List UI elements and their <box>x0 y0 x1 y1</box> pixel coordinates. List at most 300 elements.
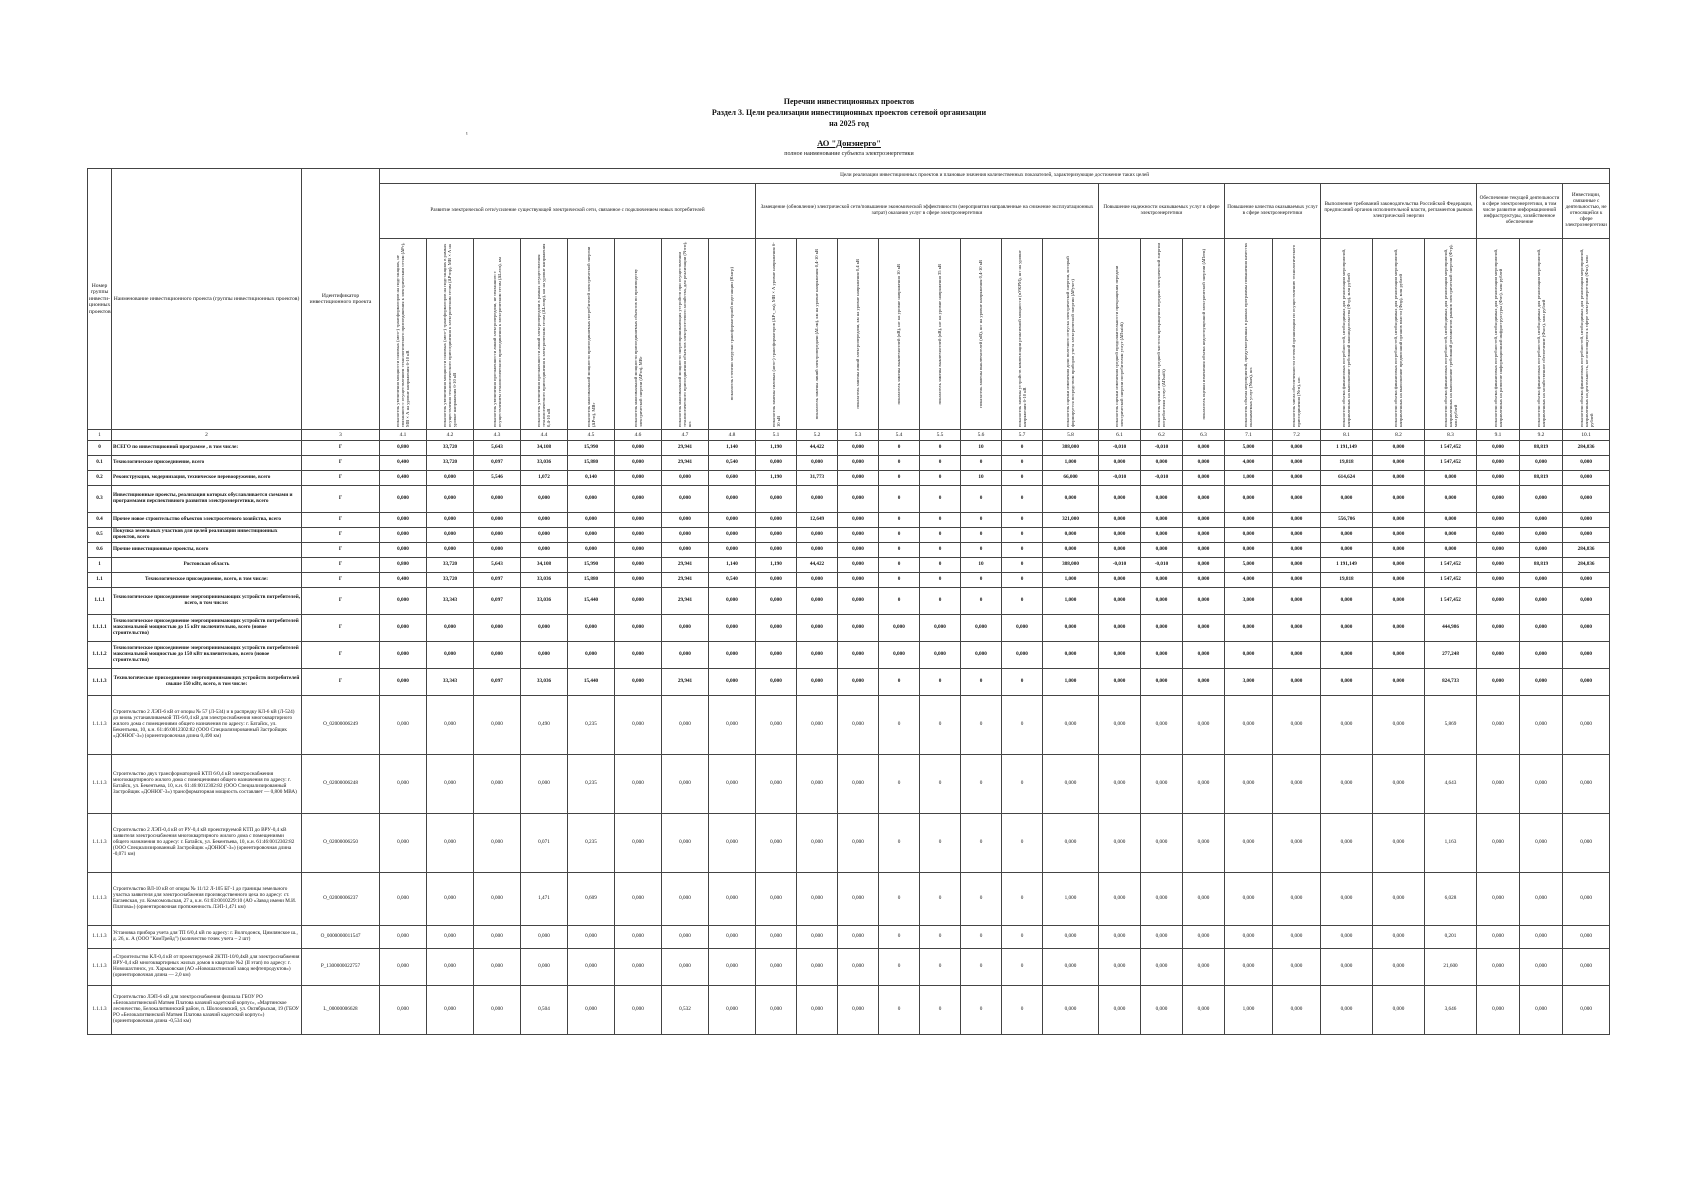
row-value: 0,000 <box>1043 949 1099 986</box>
row-value: 0,000 <box>1563 573 1610 588</box>
table-row <box>88 486 1610 513</box>
row-value: 0,000 <box>380 926 427 949</box>
row-value: 15,990 <box>568 441 615 456</box>
row-value: 0,000 <box>1225 696 1273 755</box>
indicator-header <box>838 239 879 430</box>
row-value: 0,000 <box>662 486 709 513</box>
column-number: 4.3 <box>474 430 521 441</box>
row-value: 0,000 <box>1183 669 1225 696</box>
row-value: 4,643 <box>1425 755 1477 814</box>
row-value: 0,000 <box>756 669 797 696</box>
row-value: 0,000 <box>797 588 838 615</box>
row-value: 0 <box>920 513 961 528</box>
row-value: 0,000 <box>756 456 797 471</box>
row-value: 0,000 <box>1373 471 1425 486</box>
indicator-header <box>797 239 838 430</box>
row-value: 0 <box>879 949 920 986</box>
row-value: 0,000 <box>838 926 879 949</box>
row-value: 33,036 <box>521 669 568 696</box>
row-value: 0,000 <box>1373 543 1425 558</box>
indicator-label: показатель увеличения протяженности линий электропередачи, не связанного с осуществлением технологического присоединения к электрическим сетям (ΔLлэп), км <box>491 257 502 427</box>
row-value: 0,000 <box>427 696 474 755</box>
row-value: 0 <box>879 528 920 543</box>
row-value: 0,000 <box>838 588 879 615</box>
row-value: 0,000 <box>1563 986 1610 1035</box>
row-value: 1 547,452 <box>1425 573 1477 588</box>
row-value: 0 <box>920 696 961 755</box>
row-value: 10 <box>961 441 1002 456</box>
row-value: 0,000 <box>1183 755 1225 814</box>
row-value: 0,097 <box>474 669 521 696</box>
row-value: 0,000 <box>474 513 521 528</box>
row-value: 0,000 <box>615 471 662 486</box>
row-value: 0,000 <box>1373 615 1425 642</box>
row-value: 0 <box>1002 441 1043 456</box>
row-value: 0,000 <box>1273 513 1321 528</box>
row-value: 0 <box>1002 573 1043 588</box>
table-row <box>88 642 1610 669</box>
row-value: 0,000 <box>1425 486 1477 513</box>
row-value: 0,000 <box>1099 543 1141 558</box>
row-value: 0,000 <box>1099 456 1141 471</box>
row-value: 0,000 <box>1477 696 1520 755</box>
row-value: 0,000 <box>1563 642 1610 669</box>
row-value: 0,000 <box>709 642 756 669</box>
row-value: 0,000 <box>1183 558 1225 573</box>
row-value: 0,000 <box>1477 814 1520 873</box>
indicator-label: показатели объема финансовых потребностей, необходимых для реализации мероприятий, направленных на выполнение предписаний органов власти (Фпр), млн рублей <box>1393 248 1404 427</box>
row-value: 0 <box>920 573 961 588</box>
row-identifier: Г <box>302 528 380 543</box>
col-header-goals: Цели реализации инвестиционных проектов и плановые значения количественных показателей, характеризующие достижение таких целей <box>380 169 1610 184</box>
doc-title: Перечни инвестиционных проектов <box>783 97 915 106</box>
row-value: 15,440 <box>568 588 615 615</box>
indicator-header <box>380 239 427 430</box>
row-value: 0,532 <box>662 986 709 1035</box>
row-value: 0,000 <box>1141 696 1183 755</box>
row-value: 0,000 <box>1183 615 1225 642</box>
row-value: 0 <box>879 441 920 456</box>
row-value: 0,000 <box>568 543 615 558</box>
row-value: 0,000 <box>1273 543 1321 558</box>
goal-group-header: Развитие электрической сети/усиление существующей электрической сети, связанное с подключением новых потребителей <box>380 184 756 239</box>
row-identifier: Г <box>302 615 380 642</box>
indicator-label: показатель степени загрузки трансформаторной подстанции (Кзагр) <box>729 267 735 401</box>
row-value: 66,000 <box>1043 471 1099 486</box>
row-value: 0,000 <box>1043 543 1099 558</box>
row-value: 0,000 <box>615 986 662 1035</box>
row-value: 0,000 <box>662 873 709 926</box>
row-value: 0 <box>920 926 961 949</box>
row-value: 0,000 <box>1141 588 1183 615</box>
row-value: 0,000 <box>615 513 662 528</box>
row-group-number: 1.1.1.3 <box>88 873 112 926</box>
indicator-header <box>1425 239 1477 430</box>
row-value: 1,000 <box>1043 588 1099 615</box>
row-identifier: О_02000006249 <box>302 696 380 755</box>
row-value: 0 <box>961 528 1002 543</box>
row-value: 0 <box>920 441 961 456</box>
table-row <box>88 528 1610 543</box>
row-value: 0,000 <box>1520 615 1563 642</box>
row-value: 0,000 <box>1183 873 1225 926</box>
row-value: 0 <box>961 873 1002 926</box>
column-number: 5.2 <box>797 430 838 441</box>
row-group-number: 0.4 <box>88 513 112 528</box>
row-value: 0,000 <box>1477 573 1520 588</box>
indicator-header <box>1321 239 1373 430</box>
row-value: 0,800 <box>380 441 427 456</box>
row-value: 0,000 <box>1183 949 1225 986</box>
row-value: 0,000 <box>1425 471 1477 486</box>
row-value: 0,000 <box>1183 696 1225 755</box>
row-value: 0,000 <box>709 949 756 986</box>
row-value: 0,000 <box>474 642 521 669</box>
row-value: 0,000 <box>1563 873 1610 926</box>
row-value: 0,000 <box>838 573 879 588</box>
row-value: 0 <box>920 558 961 573</box>
row-value: 0,000 <box>1141 642 1183 669</box>
row-value: 0,000 <box>756 696 797 755</box>
indicator-label: показатель увеличения мощности силовых (авто-) трансформаторов на подстанциях, не связанного с осуществлением технологического присоединения к электрическим сетям (ΔPт), МВ×А на уровне напряжения 6-10 кВ <box>395 242 411 427</box>
row-value: 0,000 <box>521 513 568 528</box>
row-value: 0,000 <box>1273 926 1321 949</box>
row-value: 0,000 <box>1273 588 1321 615</box>
row-value: 0,000 <box>1520 543 1563 558</box>
row-value: 0,000 <box>1520 528 1563 543</box>
column-number: 8.1 <box>1321 430 1373 441</box>
row-value: 0,000 <box>920 615 961 642</box>
row-value: 0,000 <box>1477 486 1520 513</box>
row-value: 444,986 <box>1425 615 1477 642</box>
row-value: 29,941 <box>662 456 709 471</box>
row-value: 0,000 <box>1225 513 1273 528</box>
row-value: 0,000 <box>568 528 615 543</box>
row-value: 0,000 <box>1477 949 1520 986</box>
row-identifier: Г <box>302 558 380 573</box>
col-header-group-number: Номер группы инвести-ционных проектов <box>88 169 112 430</box>
column-number: 6.2 <box>1141 430 1183 441</box>
row-value: 277,248 <box>1425 642 1477 669</box>
row-value: 0 <box>920 669 961 696</box>
row-value: 0,000 <box>879 615 920 642</box>
row-value: 0 <box>1002 558 1043 573</box>
row-value: 0,000 <box>1141 669 1183 696</box>
row-value: 0,000 <box>1321 873 1373 926</box>
row-value: 12,649 <box>797 513 838 528</box>
row-value: 5,869 <box>1425 696 1477 755</box>
indicator-header <box>1520 239 1563 430</box>
row-value: 0,000 <box>380 755 427 814</box>
row-value: -0,010 <box>1141 471 1183 486</box>
indicator-header <box>1373 239 1425 430</box>
row-value: 0 <box>1002 873 1043 926</box>
row-value: 0,000 <box>1477 528 1520 543</box>
col-header-project-name: Наименование инвестиционного проекта (группы инвестиционных проектов) <box>112 169 302 430</box>
column-number: 4.5 <box>568 430 615 441</box>
row-value: 0,000 <box>1225 949 1273 986</box>
row-value: 321,000 <box>1043 513 1099 528</box>
row-value: 0,000 <box>1273 949 1321 986</box>
indicator-header <box>709 239 756 430</box>
indicator-label: показатели объема финансовых потребностей, необходимых для реализации мероприятий, направленных на деятельность, не относящуюся к сфере электроэнергетики (Фнэ), млн рублей <box>1578 248 1594 427</box>
row-identifier: Г <box>302 471 380 486</box>
row-value: 0 <box>920 949 961 986</box>
row-value: 0,000 <box>1321 949 1373 986</box>
row-value: 0,000 <box>1373 814 1425 873</box>
row-value: 0,000 <box>1520 755 1563 814</box>
row-value: 0 <box>961 696 1002 755</box>
row-value: 0 <box>961 669 1002 696</box>
row-value: 15,990 <box>568 558 615 573</box>
row-value: 0 <box>961 573 1002 588</box>
row-value: 0 <box>961 926 1002 949</box>
row-value: 0,000 <box>1273 755 1321 814</box>
indicator-label: показатель замены выключателей (nВ), шт на уровне напряжения 0,4-10 кВ <box>978 260 984 408</box>
row-value: 0,000 <box>838 669 879 696</box>
row-value: 0 <box>920 471 961 486</box>
row-value: 0,000 <box>474 873 521 926</box>
row-project-name: Технологическое присоединение, всего, в том числе: <box>112 573 302 588</box>
row-project-name: ВСЕГО по инвестиционной программе , в том числе: <box>112 441 302 456</box>
row-value: 21,600 <box>1425 949 1477 986</box>
row-value: 1,140 <box>709 558 756 573</box>
indicator-header <box>1225 239 1273 430</box>
column-number: 5.3 <box>838 430 879 441</box>
row-value: 0,000 <box>1043 814 1099 873</box>
row-identifier: О_02000006250 <box>302 814 380 873</box>
row-value: 0,000 <box>1099 528 1141 543</box>
row-value: 0,000 <box>1563 926 1610 949</box>
row-group-number: 1.1.1.3 <box>88 814 112 873</box>
row-group-number: 0.6 <box>88 543 112 558</box>
row-value: 1,072 <box>521 471 568 486</box>
row-value: 0,000 <box>1099 696 1141 755</box>
row-value: 0,000 <box>380 486 427 513</box>
row-value: 0,000 <box>474 949 521 986</box>
row-project-name: Строительство 2 ЛЭП-6 кВ от опоры № 57 (Л-534) и в распредку КЛ-6 кВ (Л-524) до вновь устанавливаемой ТП-6/0,4 кВ для электроснабжения многоквартирного жилого дома с помещениями общего назначения по адресу: г. Батайск, ул. Бекентьева, 10, к.н. 61:46:0012302:82 (ООО Специализированный Застройщик «ДОНЮГ-3») (ориентировочная длина 0,490 км) <box>112 696 302 755</box>
indicator-header <box>961 239 1002 430</box>
row-value: 0,000 <box>1043 486 1099 513</box>
row-value: 0,000 <box>1321 696 1373 755</box>
row-value: 0,000 <box>615 615 662 642</box>
row-value: 0,000 <box>1141 949 1183 986</box>
indicator-label: показатель замены линий электропередачи (ΔLзм), км на уровне напряжения 0,4-10 кВ <box>814 248 820 420</box>
row-project-name: Реконструкция, модернизация, техническое перевооружение, всего <box>112 471 302 486</box>
row-value: 0,000 <box>1141 513 1183 528</box>
indicator-label: показатель замены выключателей (nВ), шт на уровне напряжения 35 кВ <box>937 263 943 405</box>
table-row <box>88 873 1610 926</box>
column-number: 4.2 <box>427 430 474 441</box>
row-value: 0,000 <box>1563 588 1610 615</box>
row-project-name: «Строительство КЛ-0,4 кВ от проектируемой 2КТП-10/0,4кВ для электроснабжения ВРУ-0,4 кВ многоквартирных жилых домов в квартале №2 (II этап) по адресу: г. Новошахтинск, ул. Харьковская (АО «Новошахтинский завод нефтепродуктов») (ориентировочная длина — 2,0 км) <box>112 949 302 986</box>
row-value: 0,000 <box>1373 642 1425 669</box>
row-value: 0,000 <box>427 528 474 543</box>
row-value: 0,000 <box>838 513 879 528</box>
row-value: 0 <box>1002 543 1043 558</box>
row-value: 0 <box>1002 926 1043 949</box>
row-project-name: Строительство двух трансформаторной КТП 6/0,4 кВ электроснабжения многоквартирного жилого дома с помещениями общего назначения по адресу: г. Батайск, ул. Бекентьева, 10, к.н. 61:46:0012302:82 (ООО Специализированный Застройщик «ДОНЮГ-3») трансформаторная мощность составляет — 0,800 МВА) <box>112 755 302 814</box>
row-value: 0,000 <box>568 615 615 642</box>
row-value: 0,000 <box>1373 588 1425 615</box>
row-value: 0,000 <box>1321 926 1373 949</box>
row-group-number: 0.3 <box>88 486 112 513</box>
row-value: 0 <box>879 986 920 1035</box>
row-value: 0,000 <box>615 926 662 949</box>
row-value: 0,000 <box>1373 441 1425 456</box>
row-value: 19,818 <box>1321 456 1373 471</box>
row-value: 0,000 <box>1273 669 1321 696</box>
row-value: 0,000 <box>838 949 879 986</box>
row-value: 0,000 <box>709 543 756 558</box>
row-value: 1,163 <box>1425 814 1477 873</box>
row-value: 0,000 <box>615 696 662 755</box>
row-value: 0,000 <box>1563 814 1610 873</box>
row-value: 0,000 <box>1002 642 1043 669</box>
row-value: 0,000 <box>1183 471 1225 486</box>
row-value: 0,000 <box>474 814 521 873</box>
row-value: 5,000 <box>1225 441 1273 456</box>
indicator-header <box>662 239 709 430</box>
row-value: 0,000 <box>1477 642 1520 669</box>
row-value: 0,000 <box>474 755 521 814</box>
row-value: 0,000 <box>1425 528 1477 543</box>
row-value: 0,000 <box>756 588 797 615</box>
row-value: 33,720 <box>427 573 474 588</box>
row-value: 0,000 <box>709 814 756 873</box>
row-value: 0,000 <box>568 486 615 513</box>
table-row <box>88 949 1610 986</box>
row-value: 0,000 <box>1043 755 1099 814</box>
row-value: 0,000 <box>1273 873 1321 926</box>
row-value: 0,000 <box>756 615 797 642</box>
row-value: 0,000 <box>709 588 756 615</box>
row-identifier: О_0000000011547 <box>302 926 380 949</box>
row-value: 0,000 <box>474 486 521 513</box>
row-value: 33,720 <box>427 456 474 471</box>
goal-group-header: Обеспечение текущей деятельности в сфере электроэнергетики, в том числе развитие информационной инфраструктуры, хозяйственное обеспечение <box>1477 184 1563 239</box>
table-row <box>88 926 1610 949</box>
indicator-header <box>920 239 961 430</box>
row-value: 0,400 <box>380 456 427 471</box>
row-value: 0,000 <box>838 471 879 486</box>
row-value: 0,000 <box>838 755 879 814</box>
column-number: 7.2 <box>1273 430 1321 441</box>
row-value: 10 <box>961 471 1002 486</box>
row-value: 0,000 <box>1273 642 1321 669</box>
row-value: 0,000 <box>568 513 615 528</box>
row-value: 34,108 <box>521 558 568 573</box>
row-value: 0 <box>920 814 961 873</box>
row-value: 0 <box>1002 588 1043 615</box>
indicator-header <box>568 239 615 430</box>
row-value: 0,000 <box>838 456 879 471</box>
row-value: 0 <box>879 755 920 814</box>
row-value: 0,000 <box>1273 441 1321 456</box>
row-value: 0,000 <box>427 926 474 949</box>
row-value: 0,000 <box>1141 755 1183 814</box>
column-number: 4.4 <box>521 430 568 441</box>
row-value: 33,343 <box>427 669 474 696</box>
row-value: 33,720 <box>427 558 474 573</box>
row-value: 0 <box>961 456 1002 471</box>
row-value: 0,000 <box>838 543 879 558</box>
row-value: 5,643 <box>474 441 521 456</box>
row-value: 0,000 <box>427 949 474 986</box>
row-value: 0,000 <box>1520 642 1563 669</box>
row-value: 0,000 <box>427 814 474 873</box>
row-value: 0,000 <box>521 926 568 949</box>
row-value: 0,000 <box>1321 615 1373 642</box>
table-row <box>88 441 1610 456</box>
column-number: 5.7 <box>1002 430 1043 441</box>
row-value: 0,000 <box>838 528 879 543</box>
row-value: 0,000 <box>1273 814 1321 873</box>
indicator-label: показатели объема финансовых потребностей, необходимых для реализации мероприятий, направленных на хозяйственное обеспечение (Фхоз), млн рублей <box>1535 248 1546 427</box>
row-value: 0,097 <box>474 588 521 615</box>
row-value: 4,000 <box>1225 456 1273 471</box>
row-value: 88,819 <box>1520 441 1563 456</box>
row-value: 0,000 <box>1225 873 1273 926</box>
row-value: 0,000 <box>1183 441 1225 456</box>
row-value: 0,000 <box>1373 873 1425 926</box>
row-value: 0,000 <box>1373 486 1425 513</box>
row-value: 0,000 <box>1321 986 1373 1035</box>
row-group-number: 1 <box>88 558 112 573</box>
row-value: 284,836 <box>1563 543 1610 558</box>
row-value: 0,000 <box>1373 696 1425 755</box>
column-number: 10.1 <box>1563 430 1610 441</box>
row-value: 0,000 <box>1043 615 1099 642</box>
row-identifier: Г <box>302 513 380 528</box>
row-value: 88,819 <box>1520 471 1563 486</box>
row-value: 5,546 <box>474 471 521 486</box>
row-value: 0,000 <box>615 873 662 926</box>
row-value: -0,010 <box>1141 441 1183 456</box>
row-value: 0,000 <box>838 986 879 1035</box>
row-value: 0 <box>879 814 920 873</box>
row-value: 0 <box>920 588 961 615</box>
row-group-number: 1.1.1.2 <box>88 642 112 669</box>
row-value: 824,733 <box>1425 669 1477 696</box>
row-value: 0,000 <box>1520 486 1563 513</box>
indicator-label: показатели объема финансовых потребностей, необходимых для реализации мероприятий, направленных на выполнение требований регламентов рынков электрической энергии (Фтр), млн рублей <box>1442 244 1459 427</box>
row-value: 0,540 <box>709 573 756 588</box>
row-value: 33,036 <box>521 456 568 471</box>
row-value: 0,000 <box>1373 949 1425 986</box>
row-value: 0,504 <box>521 986 568 1035</box>
row-group-number: 0.2 <box>88 471 112 486</box>
row-project-name: Технологическое присоединение энергопринимающих устройств потребителей максимальной мощностью до 15 кВт включительно, всего (новое строительство) <box>112 615 302 642</box>
row-value: 0,000 <box>427 642 474 669</box>
row-value: 0,000 <box>474 986 521 1035</box>
row-value: 44,422 <box>797 558 838 573</box>
table-row <box>88 456 1610 471</box>
row-identifier: L_00000006628 <box>302 986 380 1035</box>
row-value: 0,000 <box>427 755 474 814</box>
indicator-label: показатели объема финансовых потребностей, необходимых для реализации мероприятий, направленных на развитие информационной инфраструктуры (Фит), млн рублей <box>1492 248 1503 427</box>
row-value: 1,000 <box>1225 471 1273 486</box>
row-value: 0,000 <box>1099 615 1141 642</box>
row-value: 0,000 <box>1225 543 1273 558</box>
goal-group-header: Повышение качества оказываемых услуг в сфере электроэнергетики <box>1225 184 1321 239</box>
row-value: 0,000 <box>1563 471 1610 486</box>
row-value: 0,000 <box>797 615 838 642</box>
row-value: 0,000 <box>797 926 838 949</box>
row-value: 0,000 <box>427 471 474 486</box>
indicator-label: показатель увеличения мощности силовых (авто-) трансформаторов на подстанциях в рамках осуществления технологического присоединения к электрическим сетям (ΔPтпр), МВ×А на уровне напряжения 6-10 кВ <box>442 243 458 427</box>
row-value: 0 <box>879 471 920 486</box>
